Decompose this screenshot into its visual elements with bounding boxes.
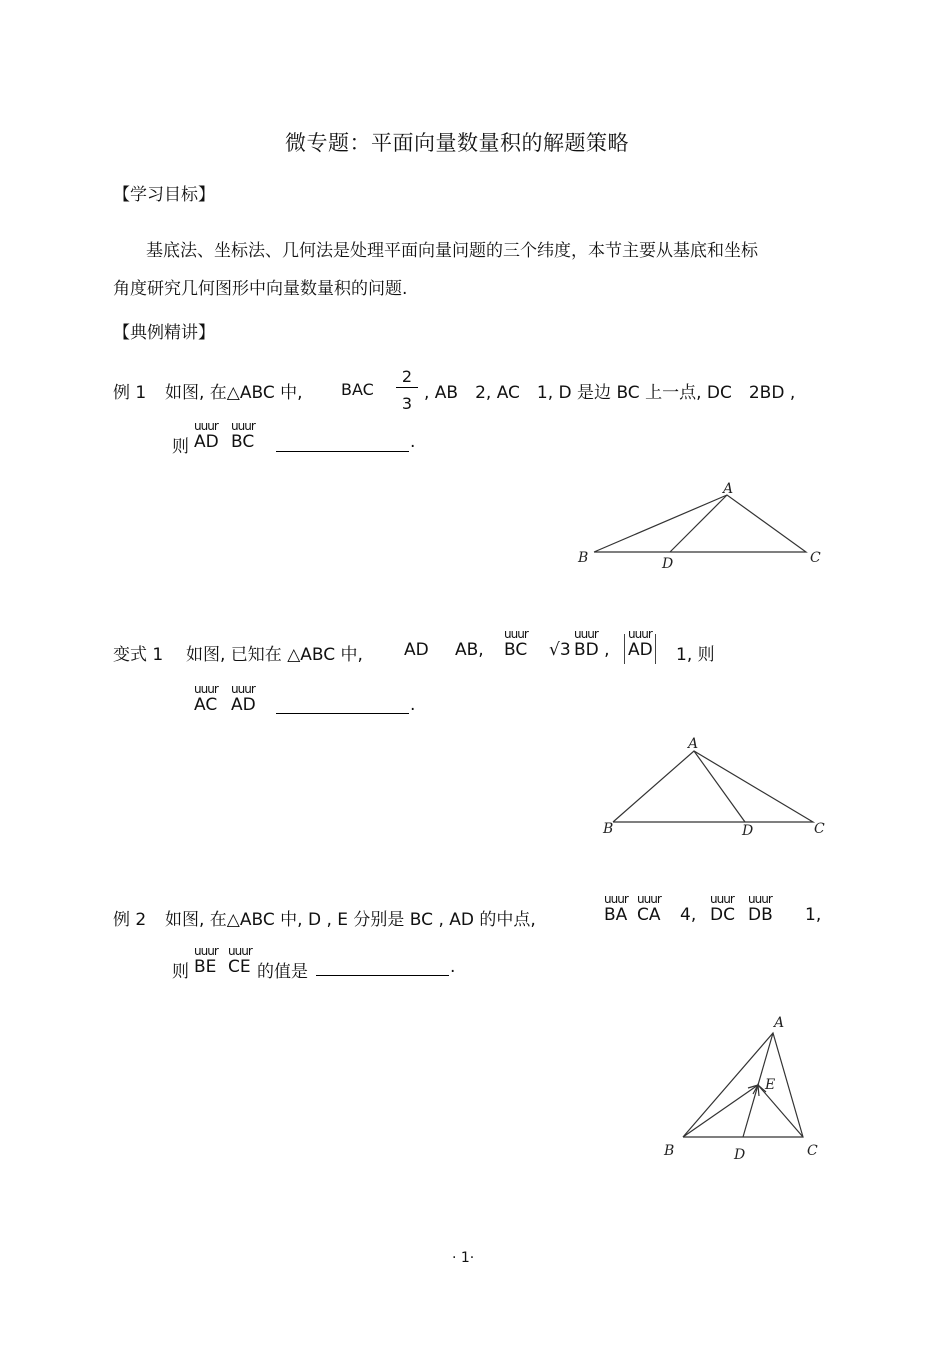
example-2-triangle-figure <box>655 1005 830 1165</box>
vector-ad-magnitude: AD <box>628 640 653 660</box>
example-1-label: 例 1 <box>113 383 147 403</box>
vector-ad: AD <box>194 432 219 452</box>
vector-arrow-mark: uuur <box>628 627 652 641</box>
vector-ba: BA <box>604 905 628 925</box>
vector-arrow-mark: uuur <box>194 944 218 958</box>
answer-blank <box>276 451 409 452</box>
point-label-d: D <box>734 1147 746 1163</box>
point-label-e: E <box>765 1077 776 1093</box>
answer-blank <box>276 713 409 714</box>
vector-arrow-mark: uuur <box>637 892 661 906</box>
vector-db: DB <box>748 905 773 925</box>
vector-arrow-mark: uuur <box>604 892 628 906</box>
vector-ad: AD <box>231 695 256 715</box>
example-1-fraction <box>396 367 418 413</box>
sentence-period: . <box>450 957 456 977</box>
sentence-period: . <box>410 695 416 715</box>
fraction-bar <box>396 387 418 388</box>
vertex-label-c: C <box>807 1143 818 1159</box>
vector-ac: AC <box>194 695 218 715</box>
section-examples-heading: 【典例精讲】 <box>113 323 215 343</box>
vector-arrow-mark: uuur <box>231 682 255 696</box>
vector-arrow-mark: uuur <box>228 944 252 958</box>
triangle-abc <box>683 1033 803 1137</box>
vector-dc: DC <box>710 905 735 925</box>
segment-ad <box>670 495 727 552</box>
fraction-numerator: 2 <box>401 367 413 386</box>
point-label-d: D <box>742 823 754 839</box>
vector-bd: BD , <box>574 640 610 660</box>
vertex-label-a: A <box>774 1015 785 1031</box>
intro-paragraph-line-2: 角度研究几何图形中向量数量积的问题. <box>113 279 408 299</box>
vector-arrow-mark: uuur <box>504 627 528 641</box>
example-1-triangle-figure <box>570 480 830 575</box>
fraction-denominator: 3 <box>401 394 413 413</box>
abs-bar-left <box>624 634 625 664</box>
segment-ad <box>694 751 745 822</box>
section-goals-heading: 【学习目标】 <box>113 185 215 205</box>
example-2-text-a: 如图, 在△ABC 中, D , E 分别是 BC , AD 的中点, <box>165 910 536 930</box>
vector-arrow-mark: uuur <box>231 419 255 433</box>
vector-ce: CE <box>228 957 251 977</box>
value-four: 4, <box>680 905 697 925</box>
vertex-label-b: B <box>603 821 614 837</box>
vector-ca: CA <box>637 905 661 925</box>
example-1-ze: 则 <box>172 437 189 457</box>
vertex-label-a: A <box>723 481 734 497</box>
triangle-abc <box>613 751 813 822</box>
page-number: · 1· <box>452 1250 475 1266</box>
variant-1-ab: AB, <box>455 640 484 660</box>
vertex-label-a: A <box>688 736 699 752</box>
vertex-label-c: C <box>814 821 825 837</box>
sqrt-three: √3 <box>549 640 571 660</box>
vector-arrow-mark: uuur <box>194 419 218 433</box>
variant-1-label: 变式 1 <box>113 645 164 665</box>
example-1-text-b: , AB 2, AC 1, D 是边 BC 上一点, DC 2BD , <box>424 383 796 403</box>
variant-1-text-a: 如图, 已知在 △ABC 中, <box>186 645 363 665</box>
page-title: 微专题：平面向量数量积的解题策略 <box>285 131 629 155</box>
vertex-label-c: C <box>810 550 821 566</box>
answer-blank <box>316 975 449 976</box>
point-label-d: D <box>662 556 674 572</box>
example-1-text-a: 如图, 在△ABC 中, <box>165 383 303 403</box>
triangle-abc <box>594 495 806 552</box>
vector-arrow-mark: uuur <box>574 627 598 641</box>
sentence-period: . <box>410 432 416 452</box>
intro-paragraph-line-1: 基底法、坐标法、几何法是处理平面向量问题的三个纬度，本节主要从基底和坐标 <box>146 241 758 261</box>
variant-1-triangle-figure <box>598 735 833 840</box>
example-2-text-b: 的值是 <box>257 962 308 982</box>
vector-bc: BC <box>504 640 528 660</box>
vertex-label-b: B <box>664 1143 675 1159</box>
variant-1-ad: AD <box>404 640 429 660</box>
abs-bar-right <box>655 634 656 664</box>
vector-arrow-mark: uuur <box>748 892 772 906</box>
vector-arrow-mark: uuur <box>710 892 734 906</box>
example-2-label: 例 2 <box>113 910 147 930</box>
value-one: 1, <box>805 905 822 925</box>
example-1-angle-bac: BAC <box>341 380 374 399</box>
vector-bc: BC <box>231 432 255 452</box>
vector-be: BE <box>194 957 217 977</box>
vertex-label-b: B <box>578 550 589 566</box>
vector-arrow-mark: uuur <box>194 682 218 696</box>
example-2-ze: 则 <box>172 962 189 982</box>
variant-1-text-b: 1, 则 <box>676 645 715 665</box>
